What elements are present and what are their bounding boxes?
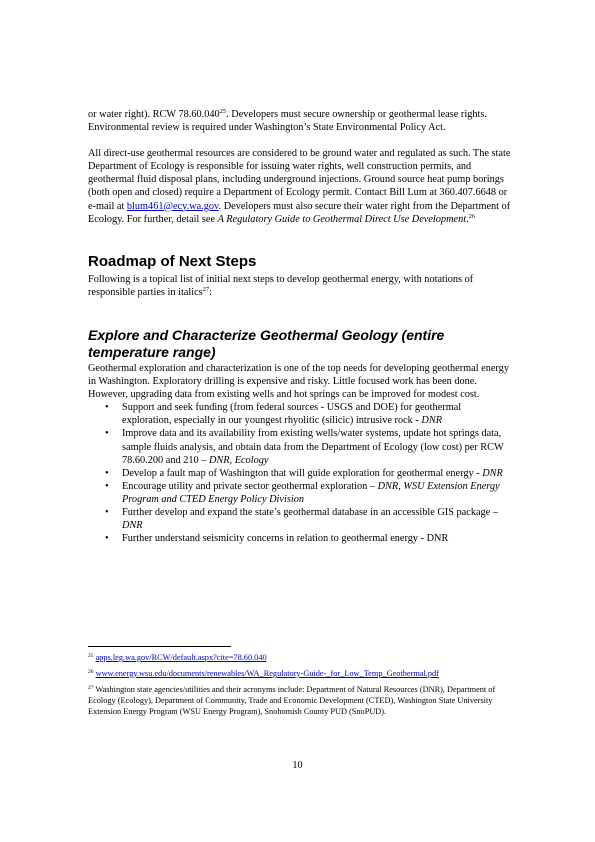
footnote-text: Washington state agencies/utilities and their acronyms include: Department of Natural Resources (DNR), Department of Ecology (Ecology), Department of Community, Trade and Economic Development (CTED), Washington State University Extension Energy Program (WSU Energy Program), Snohomish County PUD (SnoPUD). [88, 685, 496, 716]
list-item [105, 506, 512, 532]
list-item [105, 532, 512, 545]
bullet-icon: • [105, 533, 109, 545]
bullet-icon: • [105, 506, 109, 518]
footnote-ref-26[interactable]: 26 [468, 212, 476, 220]
page-body [88, 108, 512, 545]
list-item-text: Further develop and expand the state’s geothermal database in an accessible GIS package – [122, 506, 498, 518]
section-paragraph: Geothermal exploration and characterization is one of the top needs for developing geothermal energy in Washington. Exploratory drilling is expensive and risky. Little focused work has been done. However, upgrading data from existing wells and hot springs can be improved for modest cost. [88, 362, 509, 401]
footnote-number: 25 [88, 653, 94, 659]
intro-text-2c: . [466, 213, 469, 225]
roadmap-heading: Roadmap of Next Steps [88, 252, 257, 270]
intro-text-1a: or water right). RCW 78.60.040 [88, 109, 220, 120]
responsible-party: DNR [122, 520, 143, 532]
list-item [105, 401, 512, 427]
roadmap-text: Following is a topical list of initial next steps to develop geothermal energy, with notations of responsible parties in italics [88, 273, 474, 298]
next-steps-list [88, 401, 512, 545]
bullet-icon: • [105, 402, 109, 414]
footnote-25 [88, 652, 512, 663]
footnote-number: 26 [88, 669, 94, 675]
responsible-party: DNR, WSU Extension Energy Program and CTED Energy Policy Division [122, 480, 500, 505]
list-item-text: Develop a fault map of Washington that will guide exploration for geothermal energy - [122, 467, 483, 479]
footnote-26 [88, 668, 512, 679]
roadmap-intro [88, 273, 512, 299]
footnote-link[interactable]: apps.leg.wa.gov/RCW/default.aspx?cite=78.60.040 [95, 653, 267, 662]
guide-title: A Regulatory Guide to Geothermal Direct Use Development [217, 213, 467, 225]
footnote-ref-27[interactable]: 27 [202, 285, 210, 293]
list-item-text: Encourage utility and private sector geothermal exploration – [122, 480, 378, 492]
footnotes [88, 652, 512, 722]
list-item-text: Improve data and its availability from existing wells/water systems, update hot springs data, sample fluids analysis, and obtain data from the Department of Ecology (low cost) per RCW 78.60.200 and 210 – [122, 428, 504, 466]
list-item-text: Further understand seismicity concerns in relation to geothermal energy - DNR [122, 533, 449, 545]
footnote-ref-25[interactable]: 25 [219, 108, 227, 115]
intro-text-2a: All direct-use geothermal resources are considered to be ground water and regulated as such. The state Department of Ecology is responsible for issuing water rights, well construction permits, and geothermal fluid disposal plans, including underground injections. Ground source heat pump borings (both open and closed) require a Department of Ecology permit. Contact Bill Lum at 360.407.6648 or e-mail at [88, 148, 511, 212]
bullet-icon: • [105, 428, 109, 440]
roadmap-text-end: : [209, 286, 213, 298]
footnote-divider [88, 646, 231, 647]
bullet-icon: • [105, 467, 109, 479]
bullet-icon: • [105, 480, 109, 492]
list-item [105, 467, 512, 480]
page-number: 10 [292, 760, 303, 771]
footnote-number: 27 [88, 685, 94, 691]
responsible-party: DNR [482, 467, 503, 479]
list-item [105, 480, 512, 506]
list-item [105, 427, 512, 466]
list-item-text: Support and seek funding (from federal sources - USGS and DOE) for geothermal exploration, especially in our youngest rhyolitic (silicic) intrusive rock - [122, 402, 462, 427]
footnote-link[interactable]: www.energy.wsu.edu/documents/renewables/WA_Regulatory-Guide-_for_Low_Temp_Geothermal.pdf [95, 669, 439, 678]
responsible-party: DNR [421, 415, 442, 427]
responsible-party: DNR, Ecology [208, 454, 269, 466]
section-heading: Explore and Characterize Geothermal Geology (entire temperature range) [88, 326, 445, 360]
intro-text-1b: . Developers must secure ownership or geothermal lease rights. Environmental review is required under Washington’s State Environmental Policy Act. [88, 109, 487, 134]
email-link[interactable]: blum461@ecy.wa.gov [126, 200, 219, 212]
intro-paragraph-1 [88, 108, 512, 134]
footnote-27 [88, 684, 512, 717]
intro-text-2b: . Developers must also secure their water right from the Department of Ecology. For further, detail see [88, 200, 511, 225]
intro-paragraph-2 [88, 147, 512, 226]
